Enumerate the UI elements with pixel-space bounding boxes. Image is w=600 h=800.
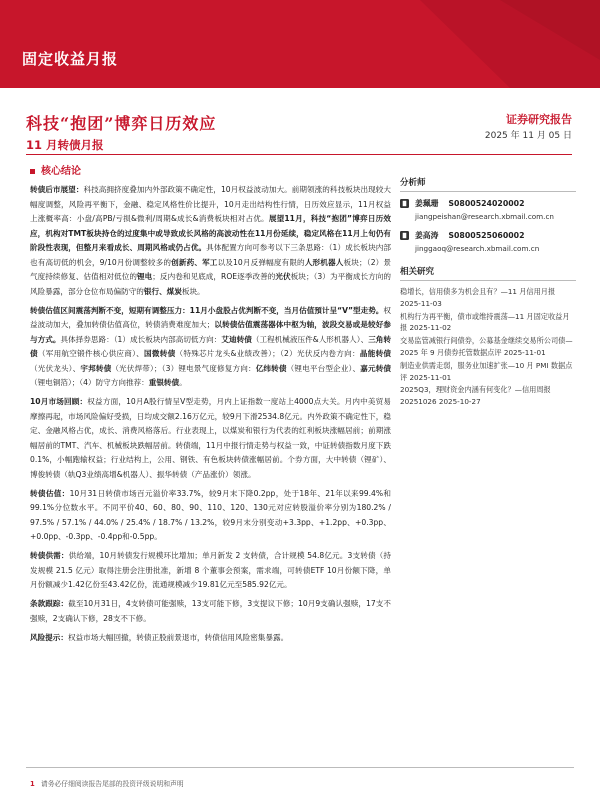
phone-icon bbox=[400, 199, 409, 208]
related-report-link[interactable]: 交易监管减银行间债券，公募基金继续交易所公司债—2025 年 9 月债券托管数据点评 2025-11-01 bbox=[400, 336, 573, 357]
page-subtitle: 11 月转债月报 bbox=[26, 138, 104, 152]
banner-decoration bbox=[360, 0, 600, 88]
bold-text-run: 晶能转债 bbox=[359, 349, 392, 358]
text-run: 板块；（2）景气度持续修复、估值相对低位的 bbox=[30, 257, 392, 281]
bold-text-run: 宇邦转债 bbox=[80, 363, 112, 373]
analyst-entry bbox=[400, 229, 576, 255]
paragraph-supply-demand bbox=[30, 549, 391, 593]
text-run: （锂电平台型企业）、 bbox=[286, 363, 361, 373]
text-run: 。 bbox=[179, 378, 187, 387]
analyst-name: 姜高涛 bbox=[415, 231, 439, 240]
bold-text-run: 艾迪转债 bbox=[221, 334, 252, 344]
text-run: 板块。 bbox=[181, 286, 205, 296]
bold-text-run: 转债后市展望： bbox=[30, 185, 84, 194]
footer bbox=[30, 778, 184, 788]
text-run: 权益市场大幅回撤，转债正股前景退市，转债信用风险密集暴露。 bbox=[67, 632, 289, 642]
text-run: （锂电铜箔）；（4）防守方向推荐： bbox=[30, 378, 149, 387]
text-run: 板块；（3）为平衡成长方向的风险暴露，部分仓位布局偏防守的 bbox=[30, 272, 392, 296]
analyst-code: S0800525060002 bbox=[448, 231, 525, 240]
bold-text-run: 以转债估值震荡器体中枢为轴，波段交易或是较好参与方式。 bbox=[30, 320, 391, 344]
analyst-email[interactable]: jinggaoq@research.xbmail.com.cn bbox=[415, 244, 540, 253]
analyst-entry bbox=[400, 197, 576, 223]
text-run: 截至10月31日，4支转债可能强赎，13支可能下修，3支提议下修；10月9支确认强赎，17支不强赎，2支确认下修，28支不下修。 bbox=[30, 599, 391, 623]
bold-text-run: 创新药、军工 bbox=[171, 257, 218, 267]
disclaimer-text: 请务必仔细阅读报告尾部的投资评级说明和声明 bbox=[40, 780, 184, 788]
title-divider bbox=[26, 154, 572, 155]
bold-text-run: 展望11月，科技“抱团”博弈日历效应，机构对TMT板块持仓的过度集中或导致成长风格的高波动性在11月份延续，稳定风格在11月上旬仍有阶段性表现，但整月来看成长、周期风格或仍占优。 bbox=[30, 214, 391, 252]
bold-text-run: 转债估值区间震荡判断不变，短期有调整压力：11月小盘股占优判断不变，当月估值預计呈“V”型走势。 bbox=[30, 305, 384, 315]
related-report-link[interactable]: 制造业供需走弱，服务业加速扩张—10 月 PMI 数据点评 2025-11-01 bbox=[400, 360, 573, 382]
bold-text-run: 转债估值： bbox=[30, 488, 70, 498]
related-report-link[interactable]: 2025Q3，理财资金内涵有何变化？—信用周报 20251026 2025-10-27 bbox=[400, 385, 551, 407]
core-conclusion-heading: 核心结论 bbox=[30, 162, 81, 177]
text-run: 10月31日转债市场百元溢价率33.7%，较9月末下降0.2pp，处于18年、21年以来99.4%和99.1%分位数水平。不同平价40、60、80、90、110、120、130元对应转股溢价率分别为180.2% / 97.5% / 57.1% / 44.0% / 25.4% / 18.7% / 13.2%，较9月末分别变动+3.3pp、+1.2pp、+0.3pp、+0.0pp、-0.3pp、-0.4pp和-0.5pp。 bbox=[30, 488, 392, 541]
page-number: 1 bbox=[30, 780, 35, 788]
bold-text-run: 转债供需： bbox=[30, 551, 69, 560]
text-run: 具体择券思路：（1）成长板块内部高切低方向： bbox=[60, 334, 222, 344]
page-title: 科技“抱团”博弈日历效应 bbox=[26, 114, 217, 133]
report-date: 2025 年 11 月 05 日 bbox=[484, 131, 572, 141]
report-type-label: 证券研究报告 bbox=[506, 113, 572, 126]
paragraph-clause-tracking bbox=[30, 597, 391, 626]
paragraph-convertible-valuation bbox=[30, 487, 391, 545]
analyst-email[interactable]: jiangpeishan@research.xbmail.com.cn bbox=[415, 212, 554, 221]
text-run: 科技高拥挤度叠加内外部政策不确定性，10月权益波动加大。前期领涨的科技板块出现较大幅度调整，风险再平衡下，金融、稳定风格性价比提升，10月走出结构性行情，日历效应显示，11月权益上涨概率高：小盘/高PB/亏损&微利/周期&成长&消费板块相对占优。 bbox=[30, 185, 391, 223]
text-run: （军用航空锻件核心供应商）、 bbox=[37, 349, 145, 358]
bold-text-run: 重银转债 bbox=[148, 378, 180, 387]
text-run: 以及10月反弹幅度有限的 bbox=[217, 257, 305, 267]
bold-text-run: 三角转债 bbox=[30, 334, 392, 358]
bold-text-run: 光伏 bbox=[275, 272, 291, 281]
text-run: 权益方面，10月A股行情呈V型走势，月内上证指数一度站上4000点大关。月内中美贸易摩擦再起，市场风险偏好受损，日均成交额2.16万亿元，较9月下滑2534.8亿元。内外政策不确定性下，稳定、金融风格占优，成长、消费风格落后。行业表现上，以煤炭和银行为代表的红利板块涨幅居前；前期涨幅居前的TMT、汽车、机械板块跌幅居前。转债端，11月中报行情走势与权益一致，中证转债指数月度下跌0.1%，小幅跑输权益；行业结构上，公用、钢铁、有色板块转债涨幅居前。个券方面，大中转债（锂矿）、博俊转债（轨Q3业绩高增&机器人）、振华转债（产品涨价）领涨。 bbox=[30, 397, 391, 479]
text-run: 具体配置方向可参考以下三条思路：（1）成长板块内部也有高切低的机会，9/10月份调整较多的 bbox=[30, 243, 391, 267]
paragraph-valuation-strategy bbox=[30, 304, 391, 391]
bold-text-run: 风险提示： bbox=[30, 632, 68, 642]
paragraph-outlook bbox=[30, 183, 391, 299]
sidebar bbox=[400, 176, 576, 409]
bold-text-run: 10月市场回顾： bbox=[30, 397, 88, 406]
footer-divider bbox=[26, 767, 574, 768]
bold-text-run: 条款跟踪： bbox=[30, 599, 69, 608]
paragraph-risk-warning bbox=[30, 631, 391, 646]
bold-text-run: 人形机器人 bbox=[304, 257, 344, 267]
bold-text-run: 嘉元转债 bbox=[360, 363, 392, 373]
text-run: 权益波动加大，叠加转债估值高位，转债消费难度加大； bbox=[30, 305, 391, 329]
bold-text-run: 锂电 bbox=[136, 272, 153, 281]
analyst-list bbox=[400, 197, 576, 255]
paragraph-market-review bbox=[30, 395, 391, 482]
related-section-label: 相关研究 bbox=[400, 265, 576, 281]
text-run: 供给端，10月转债发行规模环比增加；单月新发 2 支转债，合计规模 54.8亿元。3支转债（持发规模 21.5 亿元）取得注册会注册批准，新增 8 个董事会预案，需求端，可转债ETF 10月份额下降，单月份额减少1.42亿份至43.42亿份，流通规模减少19.81亿元至585.92亿元。 bbox=[30, 551, 391, 589]
text-run: ；反内卷和见底成，ROE逐季改善的 bbox=[152, 272, 276, 281]
related-research bbox=[400, 265, 576, 408]
bullet-icon bbox=[30, 169, 35, 174]
text-run: （特殊芯片龙头&业绩改善）；（2）光伏反内卷方向： bbox=[175, 349, 360, 358]
header-banner bbox=[0, 0, 600, 88]
phone-icon bbox=[400, 231, 409, 240]
analyst-code: S0800524020002 bbox=[448, 199, 525, 208]
bold-text-run: 亿纬转债 bbox=[255, 363, 287, 373]
bold-text-run: 国微转债 bbox=[144, 349, 176, 358]
analyst-section-label: 分析师 bbox=[400, 176, 576, 192]
bold-text-run: 银行、煤炭 bbox=[143, 286, 182, 296]
text-run: （光伏龙头）、 bbox=[30, 363, 81, 373]
related-report-link[interactable]: 稳增长，信用债多为机会且有？—11 月信用月报 2025-11-03 bbox=[400, 287, 556, 308]
banner-title: 固定收益月报 bbox=[22, 50, 119, 68]
text-run: （工程机械液压件&人形机器人）、 bbox=[251, 334, 369, 344]
core-conclusion-body bbox=[30, 183, 391, 650]
related-report-link[interactable]: 机构行为再平衡，债市或维持震荡—11 月固定收益月报 2025-11-02 bbox=[400, 311, 570, 333]
text-run: （光伏焊带）；（3）锂电景气度修复方向： bbox=[111, 363, 256, 373]
analyst-name: 姜珮珊 bbox=[415, 199, 439, 208]
